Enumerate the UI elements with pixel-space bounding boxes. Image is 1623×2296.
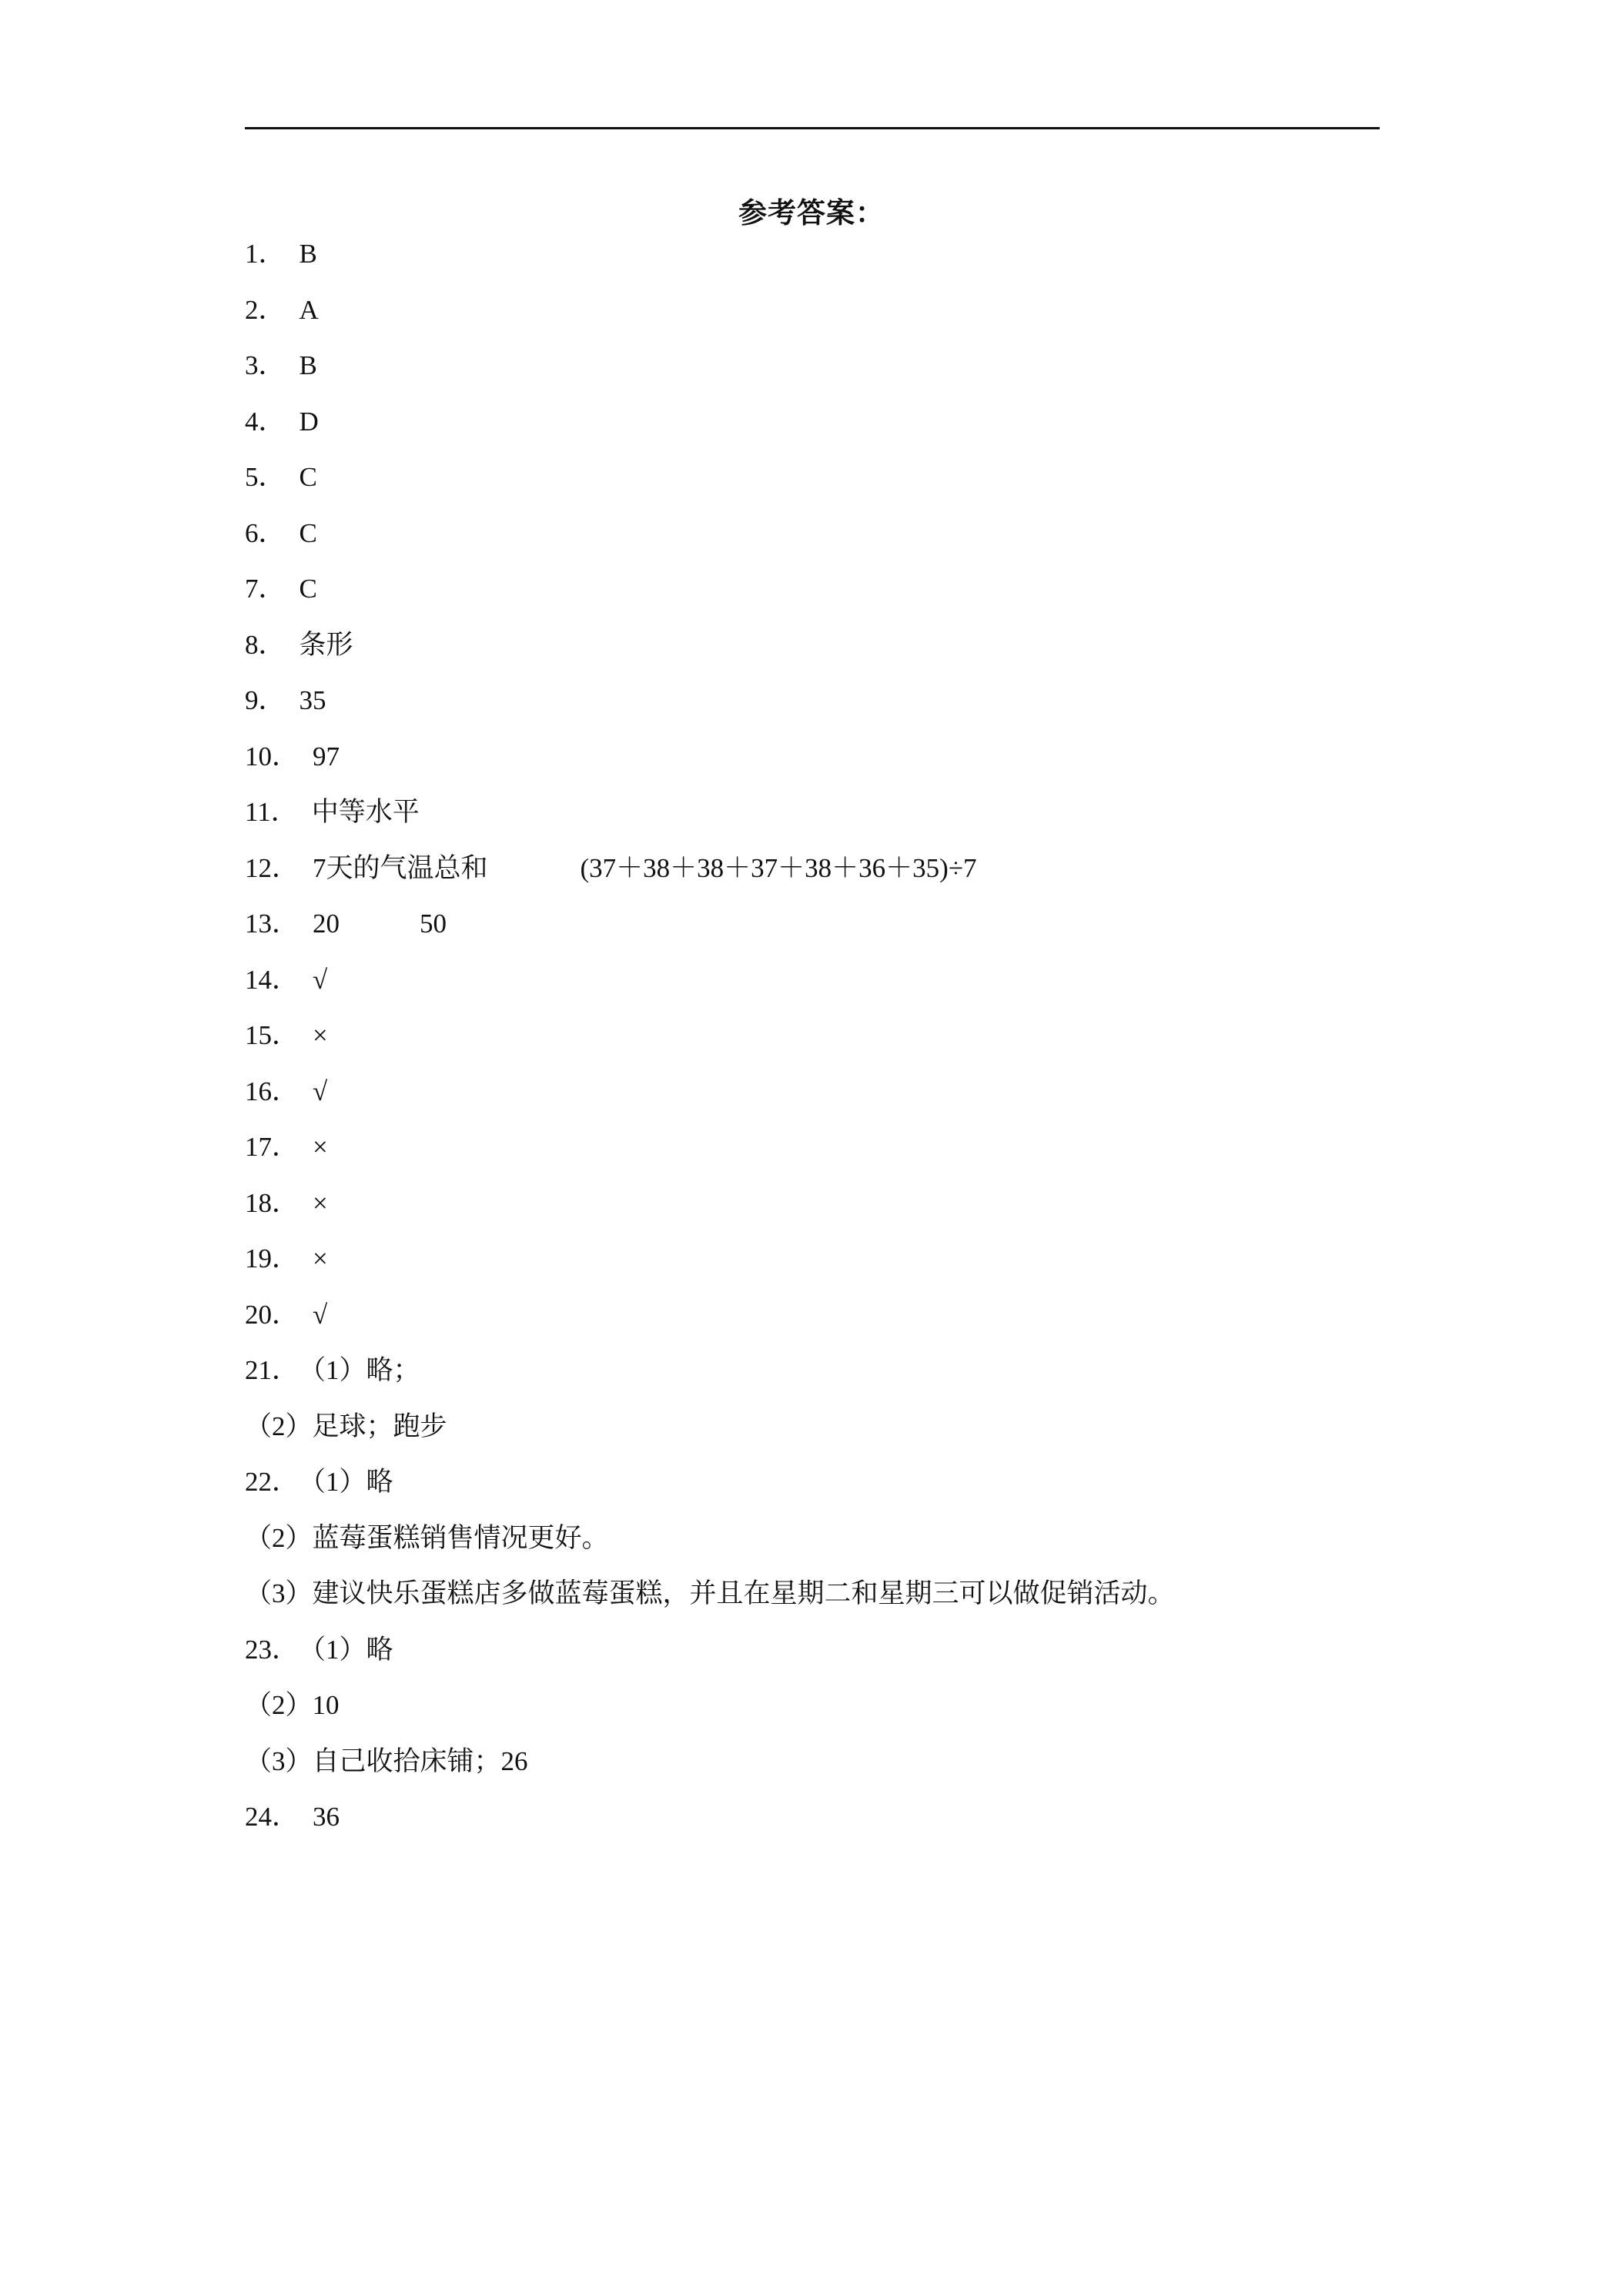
answer-number: 22．	[245, 1467, 300, 1497]
answer-1	[245, 236, 1384, 292]
answer-14	[245, 962, 1384, 1018]
answer-text: B	[299, 350, 317, 380]
answer-text: （1）略；	[299, 1355, 420, 1385]
header-rule	[245, 127, 1380, 129]
answer-number: 15．	[245, 1020, 300, 1050]
answer-17	[245, 1129, 1384, 1185]
answer-number: 24．	[245, 1802, 300, 1832]
answer-18	[245, 1185, 1384, 1241]
answer-number: 9．	[245, 685, 286, 715]
answer-number: 21．	[245, 1355, 300, 1385]
answer-4	[245, 403, 1384, 460]
answer-text: 条形	[299, 629, 353, 660]
answer-text: √	[313, 1299, 328, 1330]
answer-text: （1）略	[299, 1467, 393, 1497]
answer-text: 20	[313, 909, 340, 939]
answer-text: 中等水平	[311, 797, 420, 827]
answer-text-second: 50	[420, 909, 447, 939]
answer-9	[245, 682, 1384, 738]
answer-text: （2）蓝莓蛋糕销售情况更好。	[245, 1522, 609, 1553]
answer-number: 8．	[245, 629, 286, 660]
answer-number: 23．	[245, 1634, 300, 1665]
answer-text: （3）自己收拾床铺；26	[245, 1745, 528, 1776]
answer-text: D	[299, 406, 319, 437]
answer-text: ×	[313, 1243, 328, 1274]
answer-text: 35	[299, 685, 326, 715]
answer-number: 12．	[245, 852, 300, 883]
answer-number: 14．	[245, 964, 300, 995]
answer-20	[245, 1297, 1384, 1353]
answer-number: 3．	[245, 350, 286, 380]
answer-number: 10．	[245, 741, 300, 771]
answer-22-part-1	[245, 1464, 1384, 1520]
answer-10	[245, 738, 1384, 795]
answer-22-part-3	[245, 1575, 1384, 1632]
answer-text: ×	[313, 1132, 328, 1162]
answer-23-part-3	[245, 1743, 1384, 1799]
answer-text: ×	[313, 1020, 328, 1050]
answer-text: 36	[313, 1802, 340, 1832]
answer-number: 18．	[245, 1187, 300, 1218]
answer-number: 19．	[245, 1243, 300, 1274]
answer-number: 4．	[245, 406, 286, 437]
answer-text: √	[313, 964, 328, 995]
answer-22-part-2	[245, 1520, 1384, 1576]
answer-number: 17．	[245, 1132, 300, 1162]
answer-23-part-2	[245, 1687, 1384, 1743]
answer-text: 97	[313, 741, 340, 771]
answer-text: （2）足球；跑步	[245, 1411, 447, 1441]
answer-15	[245, 1017, 1384, 1073]
answer-number: 11．	[245, 797, 298, 827]
answer-21-part-1	[245, 1352, 1384, 1408]
answer-text: √	[313, 1076, 328, 1106]
answer-number: 20．	[245, 1299, 300, 1330]
answer-number: 13．	[245, 909, 300, 939]
answer-text: B	[299, 239, 317, 269]
answer-3	[245, 347, 1384, 403]
answer-text: C	[299, 574, 317, 604]
answer-number: 16．	[245, 1076, 300, 1106]
answer-5	[245, 459, 1384, 515]
answer-11	[245, 794, 1384, 850]
answer-text: （2）10	[245, 1690, 340, 1720]
answer-number: 5．	[245, 462, 286, 492]
answer-19	[245, 1240, 1384, 1297]
answer-number: 6．	[245, 517, 286, 548]
answer-21-part-2	[245, 1408, 1384, 1464]
answer-number: 2．	[245, 294, 286, 325]
answer-text: ×	[313, 1187, 328, 1218]
answer-2	[245, 292, 1384, 348]
answer-text: （1）略	[299, 1634, 393, 1665]
answer-formula: (37＋38＋38＋37＋38＋36＋35)÷7	[580, 852, 977, 883]
answer-text: 7天的气温总和	[313, 852, 488, 883]
page-title: 参考答案：	[738, 198, 885, 229]
answer-number: 1．	[245, 239, 286, 269]
answer-7	[245, 571, 1384, 627]
answer-8	[245, 627, 1384, 683]
answer-13	[245, 905, 1384, 962]
answer-16	[245, 1073, 1384, 1130]
answer-24	[245, 1799, 1384, 1855]
answer-text: C	[299, 517, 317, 548]
answer-list	[245, 236, 1384, 1855]
answer-text: （3）建议快乐蛋糕店多做蓝莓蛋糕，并且在星期二和星期三可以做促销活动。	[245, 1578, 1175, 1608]
answer-6	[245, 515, 1384, 571]
answer-number: 7．	[245, 574, 286, 604]
answer-12	[245, 850, 1384, 906]
answer-text: C	[299, 462, 317, 492]
answer-text: A	[299, 294, 319, 325]
answer-23-part-1	[245, 1632, 1384, 1688]
